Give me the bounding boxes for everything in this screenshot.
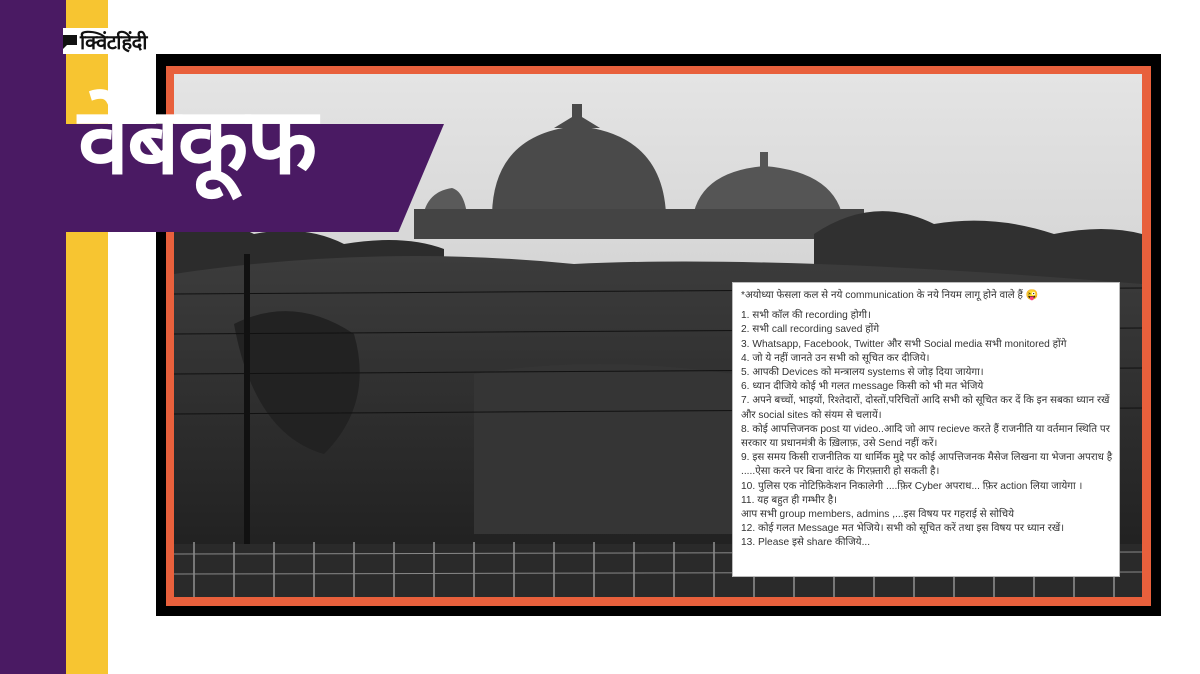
message-line: 10. पुलिस एक नोटिफ़िकेशन निकालेगी ....फ़िर Cyber अपराध... फ़िर action लिया जायेगा । bbox=[741, 480, 1083, 492]
message-line: 12. कोई गलत Message मत भेजिये। सभी को सूचित करें तथा इस विषय पर ध्यान रखें। bbox=[741, 523, 1065, 535]
message-line: 7. अपने बच्चों, भाइयों, रिश्तेदारों, दोस्तों,परिचितों आदि सभी को सूचित कर दें कि इन सबका ध्यान रखें और social sites को संयम से चलायें। bbox=[741, 395, 1110, 421]
message-line: आप सभी group members, admins ,...इस विषय पर गहराई से सोचिये bbox=[741, 509, 1015, 521]
brand-logo[interactable] bbox=[63, 28, 153, 54]
message-line: 4. जो ये नहीं जानते उन सभी को सूचित कर दीजिये। bbox=[741, 352, 930, 364]
message-line: 9. इस समय किसी राजनीतिक या धार्मिक मुद्दे पर कोई आपत्तिजनक मैसेज लिखना या भेजना अपराध है .....ऐसा करने पर बिना वारंट के गिरफ़्तारी हो सकती है। bbox=[741, 452, 1113, 478]
message-line: 3. Whatsapp, Facebook, Twitter और सभी Social media सभी monitored होंगे bbox=[741, 338, 1067, 350]
message-line: 11. यह बहुत ही गम्भीर है। bbox=[741, 494, 837, 506]
message-line: 6. ध्यान दीजिये कोई भी गलत message किसी को भी मत भेजिये bbox=[741, 381, 984, 393]
forwarded-message-card bbox=[732, 282, 1120, 577]
message-line: 13. Please इसे share कीजिये... bbox=[741, 537, 871, 549]
message-heading: *अयोध्या फेसला कल से नये communication के नये नियम लागू होने वाले हैं 😜 bbox=[741, 290, 1039, 301]
quint-logo-icon bbox=[63, 33, 77, 49]
logo-text: क्विंटहिंदी bbox=[80, 29, 147, 54]
message-line: 2. सभी call recording saved होंगे bbox=[741, 324, 880, 336]
purple-stripe bbox=[0, 0, 66, 674]
message-line: 8. कोई आपत्तिजनक post या video..आदि जो आप recieve करते हैं राजनीति या वर्तमान स्थिति पर सरकार या प्रधानमंत्री के ख़िलाफ़, उसे Send नहीं करें। bbox=[741, 423, 1110, 450]
message-line: 1. सभी कॉल की recording होगी। bbox=[741, 310, 871, 322]
message-line: 5. आपकी Devices को मन्त्रालय systems से जोड़ दिया जायेगा। bbox=[741, 367, 984, 379]
page-title: वेबकूफ bbox=[78, 88, 316, 195]
